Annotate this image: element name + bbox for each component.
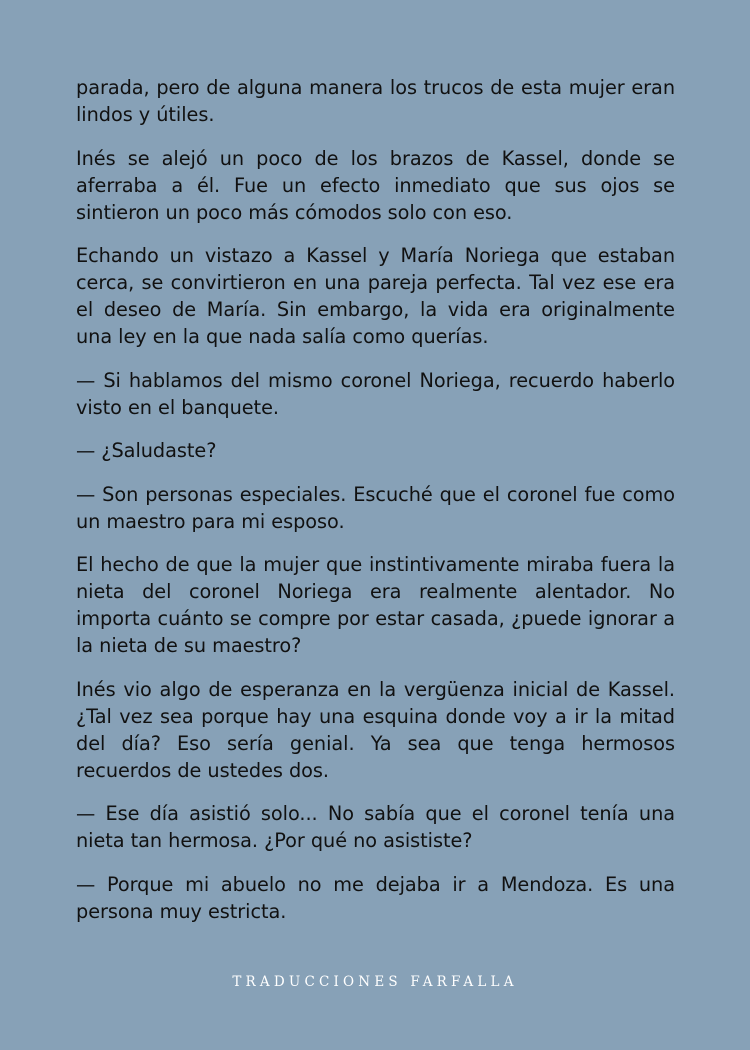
page-body: [76, 74, 675, 941]
dialogue-line: — Ese día asistió solo... No sabía que el coronel tenía una nieta tan hermosa. ¿Por qué no asististe?: [76, 802, 675, 852]
dialogue-line: — Son personas especiales. Escuché que el coronel fue como un maestro para mi esposo.: [76, 482, 675, 533]
translator-credit: TRADUCCIONES FARFALLA: [232, 974, 518, 990]
dialogue-line: — Si hablamos del mismo coronel Noriega, recuerdo haberlo visto en el banquete.: [76, 368, 675, 419]
paragraph: Inés vio algo de esperanza en la vergüenza inicial de Kassel. ¿Tal vez sea porque hay una esquina donde voy a ir la mitad del día? Eso sería genial. Ya sea que tenga hermosos recuerdos de ustedes dos.: [76, 677, 675, 782]
paragraph: parada, pero de alguna manera los trucos de esta mujer eran lindos y útiles.: [76, 76, 675, 126]
dialogue-line: — ¿Saludaste?: [76, 439, 217, 462]
dialogue-line: — Porque mi abuelo no me dejaba ir a Mendoza. Es una persona muy estricta.: [76, 872, 675, 923]
paragraph: Echando un vistazo a Kassel y María Noriega que estaban cerca, se convirtieron en una pareja perfecta. Tal vez ese era el deseo de María. Sin embargo, la vida era originalmente una ley en la que nada salía como querías.: [76, 244, 675, 348]
paragraph: Inés se alejó un poco de los brazos de Kassel, donde se aferraba a él. Fue un efecto inmediato que sus ojos se sintieron un poco más cómodos solo con eso.: [76, 146, 675, 224]
paragraph: El hecho de que la mujer que instintivamente miraba fuera la nieta del coronel Noriega era realmente alentador. No importa cuánto se compre por estar casada, ¿puede ignorar a la nieta de su maestro?: [76, 553, 675, 657]
